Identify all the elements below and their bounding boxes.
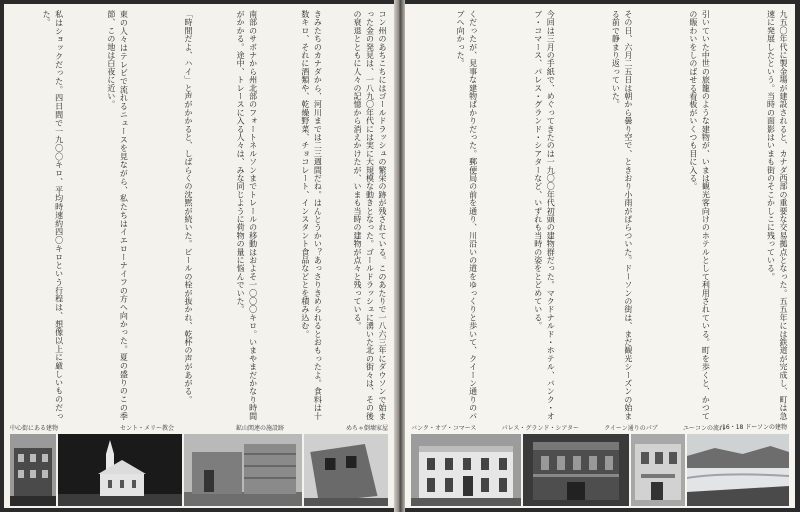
photo-bank-of-commerce [411,434,521,506]
book-gutter [394,0,405,512]
left-caption-3: 鉱山関連の施設跡 [235,424,284,432]
left-page [4,4,394,508]
photo-st-mary-church [58,434,182,506]
left-captions [10,420,388,434]
right-caption-3: クイーン通りのパブ [604,424,658,432]
left-caption-1: 中心街にある建物 [10,424,59,432]
right-column-2: 引いていた中世の旅籠のような建物が、いまは観光客向けのホテルとして利用されている。町を歩くと、かつての賑わいをしのばせる看板がいくつも目に入る。 [688,10,711,420]
left-photo-strip [10,434,388,506]
photo-mine-facility [184,434,302,506]
photo-queen-street-pub [631,434,685,506]
left-caption-4: めちゃ倒壊家屋 [345,424,388,432]
left-text-columns [10,10,388,420]
right-column-3: その日、六月二五日は朝から曇り空で、ときおり小雨がぱらついた。ドーソンの街は、まだ観光シーズンの始まる前で静まり返っていた。 [611,10,633,420]
photo-leaning-house [304,434,388,506]
right-text-columns [411,10,789,420]
right-caption-4: ユーコンの流れ [682,424,725,432]
left-column-4: 「時間だよ、ハイ」と声がかかると、しばらくの沈黙が続いた。ビールの栓が抜かれ、乾杯の声があがる。 [183,10,193,404]
photo-palace-grand-theatre [523,434,629,506]
left-column-5: 東の人々はテレビで流れるニュースを見ながら、私たちはイエローナイフの方へ向かった。夏の盛りのこの季節、この地は白夜に近い。 [106,10,129,420]
left-caption-2: セント・メリー教会 [119,424,174,432]
right-photo-strip [411,434,789,506]
page-folio: 16・18 ドーソンの建物 [722,424,787,431]
left-column-3: 南部のサボナから州北部のフォートネルソンまでトレールの移動はおよそ一〇〇〇キロ。いまやまだかなり時間がかかる。途中、トレースに入る人々は、みな同じように荷物の量に悩んでいた。 [236,10,258,420]
right-captions [411,420,725,434]
photo-downtown-building [10,434,56,506]
right-column-1: 九五〇年代に製金場が建設されると、カナダ西部の重要な交易拠点となった。五五年には鉄道が完成し、町は急速に発展したという。当時の面影はいまも街のそこかしこに残っている。 [766,10,788,420]
right-caption-1: バンク・オブ・コマース [411,424,477,432]
left-column-6: 私はショックだった。四日間で一九〇〇キロ、平均時速約四〇キロという行程は、想像以上に厳しいものだった。 [42,10,64,420]
right-page [405,4,795,508]
right-column-5: くだったが、見事な建物ばかりだった。郵便局の前を通り、川沿いの道をゆっくりと歩いて、クイーン通りのパブへ向かった。 [456,10,478,420]
photo-yukon-river [687,434,789,506]
right-caption-2: パレス・グランド・シアター [501,424,579,432]
left-column-1: コン州のあちこちにはゴールドラッシュの繁栄の跡が残されている。このあたりで一八六三年にダウソンで始まった金の発見は、一八九〇年代には実に大規模な動きとなった。ゴールドラッシュに湧いた北の街々は、その後の衰退とともに人々の記憶から消えかけたが、いまも当時の建物が点々と残っている。 [353,10,387,420]
right-column-4: 今回は三月の手紙で、めぐってきたのは一九〇〇年代初頭の建物群だった。マクドナルド・ホテル、バンク・オブ・コマース、パレス・グランド・シアターなど、いずれも当時の姿をとどめている。 [533,10,556,420]
left-column-2: きみたちのカナダから、河川までは二三週間だね。はんとうかい？あっさりきめられるとおもったよ。食料は十数キロ、それに酒類や、乾燥野菜、チョコレート、インスタント食品などとを積み込む。 [300,10,323,420]
